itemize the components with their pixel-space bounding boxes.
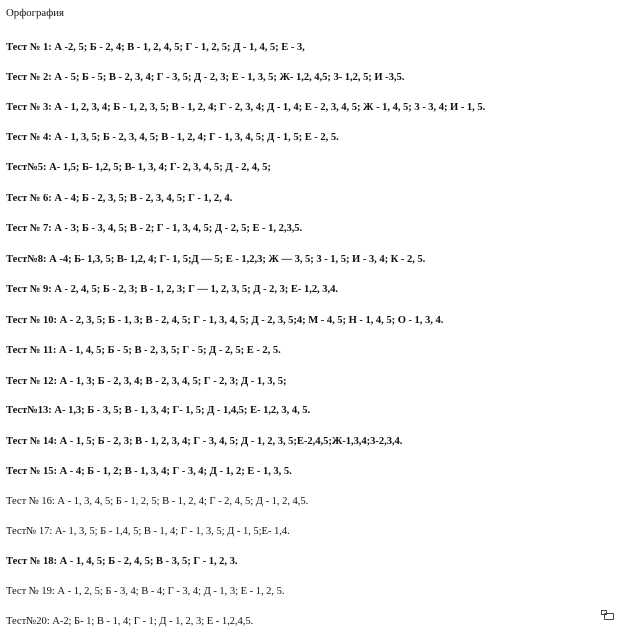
answer-line: [6, 556, 237, 567]
answer-line: [6, 405, 310, 416]
document-title: Орфография: [6, 7, 64, 19]
test-answers: А - 5; Б - 5; В - 2, 3, 4; Г - 3, 5; Д - 2, 3; Е - 1, 3, 5; Ж- 1,2, 4,5; 3- 1,2, 5; И -3,5.: [54, 72, 405, 83]
test-label: Тест № 4:: [6, 132, 52, 143]
test-answers: А - 4; Б - 1, 2; В - 1, 3, 4; Г - 3, 4; Д - 1, 2; Е - 1, 3, 5.: [59, 466, 292, 477]
test-label: Тест № 10:: [6, 315, 57, 326]
answer-line: [6, 315, 443, 326]
test-answers: А - 1, 4, 5; Б - 2, 4, 5; В - 3, 5; Г - 1, 2, 3.: [59, 556, 238, 567]
test-label: Тест№20:: [6, 616, 50, 627]
answer-line: [6, 72, 404, 83]
answer-line: [6, 586, 284, 597]
test-answers: А - 1, 5; Б - 2, 3; В - 1, 2, 3, 4; Г - 3, 4, 5; Д - 1, 2, 3, 5;Е-2,4,5;Ж-1,3,4;3-2,3,4.: [59, 436, 403, 447]
test-answers: А- 1,3; Б - 3, 5; В - 1, 3, 4; Г- 1, 5; Д - 1,4,5; Е- 1,2, 3, 4, 5.: [54, 405, 311, 416]
answer-line: [6, 526, 290, 537]
test-label: Тест № 15:: [6, 466, 57, 477]
test-answers: А-2; Б- 1; В - 1, 4; Г - 1; Д - 1, 2, 3; Е - 1,2,4,5.: [52, 616, 254, 627]
answer-line: [6, 284, 338, 295]
test-label: Тест№5:: [6, 162, 47, 173]
test-label: Тест № 3:: [6, 102, 52, 113]
answer-line: [6, 193, 232, 204]
test-answers: А - 4; Б - 2, 3, 5; В - 2, 3, 4, 5; Г - 1, 2, 4.: [54, 193, 233, 204]
test-answers: А -4; Б- 1,3, 5; В- 1,2, 4; Г- 1, 5;Д — 5; Е - 1,2,3; Ж — 3, 5; 3 - 1, 5; И - 3, 4; К - 2, 5.: [49, 254, 426, 265]
answer-line: [6, 616, 253, 627]
answer-line: [6, 496, 308, 507]
test-label: Тест № 14:: [6, 436, 57, 447]
test-answers: А - 2, 4, 5; Б - 2, 3; В - 1, 2, 3; Г — 1, 2, 3, 5; Д - 2, 3; Е- 1,2, 3,4.: [54, 284, 338, 295]
answer-line: [6, 102, 485, 113]
test-label: Тест № 9:: [6, 284, 52, 295]
test-answers: А- 1,5; Б- 1,2, 5; В- 1, 3, 4; Г- 2, 3, 4, 5; Д - 2, 4, 5;: [49, 162, 271, 173]
test-answers: А - 1, 3, 4, 5; Б - 1, 2, 5; В - 1, 2, 4; Г - 2, 4, 5; Д - 1, 2, 4,5.: [57, 496, 309, 507]
test-answers: А - 1, 2, 3, 4; Б - 1, 2, 3, 5; В - 1, 2, 4; Г - 2, 3, 4; Д - 1, 4; Е - 2, 3, 4, 5; Ж - 1, 4, 5; 3 - 3, 4; И - 1, 5.: [54, 102, 486, 113]
answer-line: [6, 162, 271, 173]
resize-handle-icon: [604, 613, 614, 620]
test-label: Тест № 18:: [6, 556, 57, 567]
test-answers: А - 2, 3, 5; Б - 1, 3; В - 2, 4, 5; Г - 1, 3, 4, 5; Д - 2, 3, 5;4; М - 4, 5; Н - 1, 4, 5; О - 1, 3, 4.: [59, 315, 444, 326]
test-label: Тест № 12:: [6, 376, 57, 387]
test-label: Тест№8:: [6, 254, 47, 265]
answer-line: [6, 42, 305, 53]
test-answers: А - 3; Б - 3, 4, 5; В - 2; Г - 1, 3, 4, 5; Д - 2, 5; Е - 1, 2,3,5.: [54, 223, 303, 234]
answer-line: [6, 132, 339, 143]
test-label: Тест № 1:: [6, 42, 52, 53]
answer-line: [6, 376, 286, 387]
answer-line: [6, 466, 292, 477]
test-label: Тест № 19:: [6, 586, 55, 597]
test-label: Тест № 16:: [6, 496, 55, 507]
test-label: Тест № 11:: [6, 345, 57, 356]
answer-line: [6, 436, 402, 447]
test-label: Тест № 6:: [6, 193, 52, 204]
test-label: Тест№ 17:: [6, 526, 53, 537]
answer-line: [6, 223, 302, 234]
test-label: Тест № 7:: [6, 223, 52, 234]
test-answers: А - 1, 2, 5; Б - 3, 4; В - 4; Г - 3, 4; Д - 1, 3; Е - 1, 2, 5.: [57, 586, 285, 597]
test-label: Тест № 2:: [6, 72, 52, 83]
answer-line: [6, 254, 425, 265]
test-answers: А- 1, 3, 5; Б - 1,4, 5; В - 1, 4; Г - 1, 3, 5; Д - 1, 5;Е- 1,4.: [54, 526, 290, 537]
test-label: Тест№13:: [6, 405, 52, 416]
test-answers: А -2, 5; Б - 2, 4; В - 1, 2, 4, 5; Г - 1, 2, 5; Д - 1, 4, 5; Е - 3,: [54, 42, 305, 53]
test-answers: А - 1, 3; Б - 2, 3, 4; В - 2, 3, 4, 5; Г - 2, 3; Д - 1, 3, 5;: [59, 376, 287, 387]
answer-line: [6, 345, 281, 356]
test-answers: А - 1, 4, 5; Б - 5; В - 2, 3, 5; Г - 5; Д - 2, 5; Е - 2, 5.: [59, 345, 281, 356]
test-answers: А - 1, 3, 5; Б - 2, 3, 4, 5; В - 1, 2, 4; Г - 1, 3, 4, 5; Д - 1, 5; Е - 2, 5.: [54, 132, 339, 143]
